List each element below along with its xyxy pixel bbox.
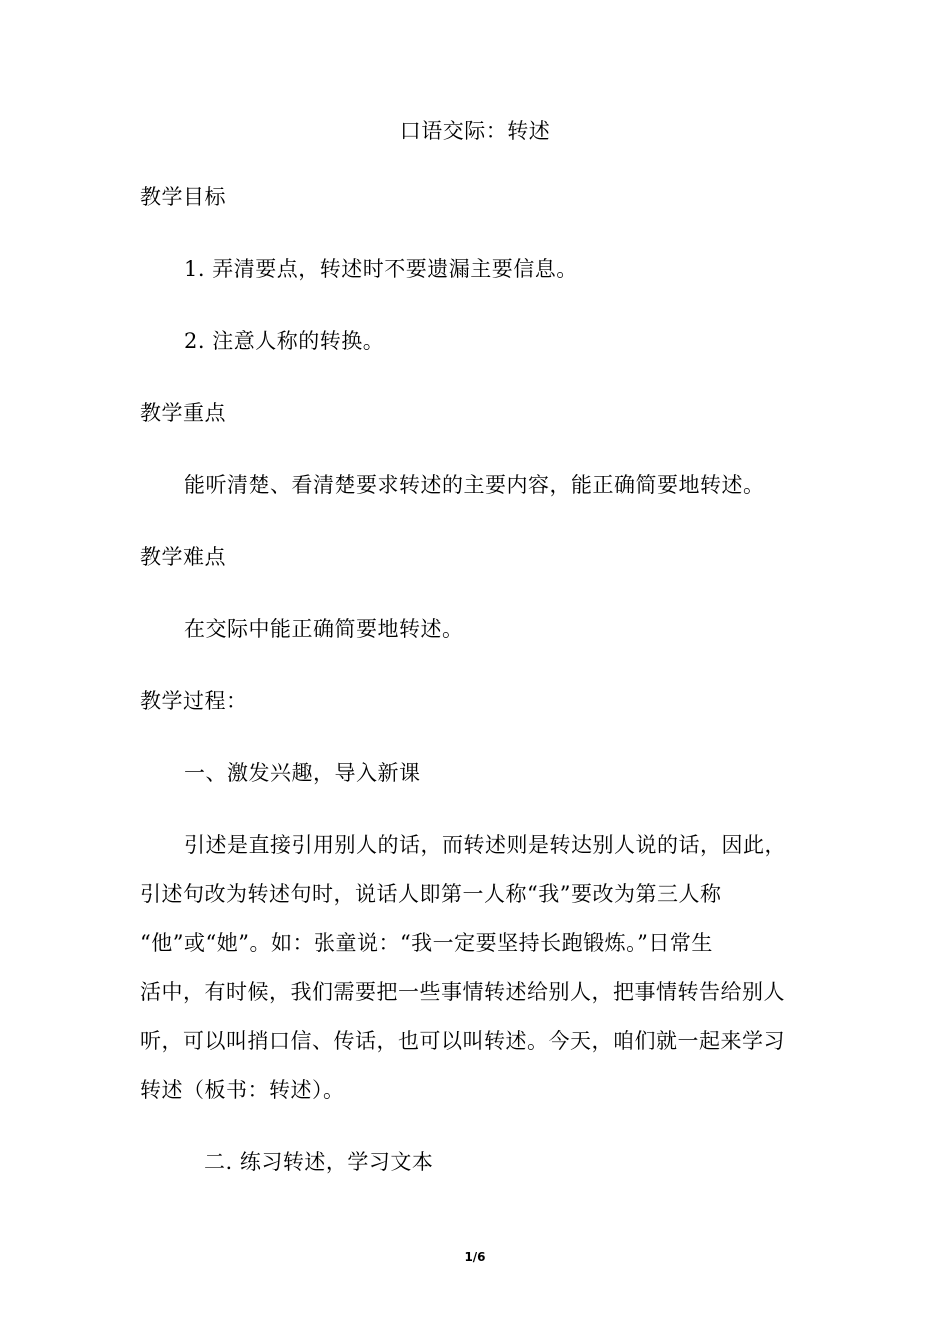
goal-item-1: 1. 弄清要点，转述时不要遗漏主要信息。 — [184, 257, 578, 281]
paragraph-line: 听，可以叫捎口信、传话，也可以叫转述。今天，咱们就一起来学习 — [140, 1029, 785, 1053]
goal-item-2: 2. 注意人称的转换。 — [184, 329, 385, 353]
step-1-heading: 一、激发兴趣，导入新课 — [184, 761, 421, 785]
key-points-heading: 教学重点 — [140, 401, 226, 425]
difficulty-text: 在交际中能正确简要地转述。 — [184, 617, 464, 641]
paragraph-line: 活中，有时候，我们需要把一些事情转述给别人，把事情转告给别人 — [140, 980, 785, 1004]
paragraph-line: 引述是直接引用别人的话，而转述则是转达别人说的话，因此， — [184, 833, 786, 857]
paragraph-line: 引述句改为转述句时，说话人即第一人称“我”要改为第三人称 — [140, 882, 722, 906]
paragraph-line: “他”或“她”。如：张童说：“我一定要坚持长跑锻炼。”日常生 — [140, 931, 713, 955]
step-2-heading: 二. 练习转述，学习文本 — [204, 1150, 434, 1174]
document-title: 口语交际：转述 — [399, 119, 551, 143]
process-heading: 教学过程： — [140, 689, 248, 713]
goals-heading: 教学目标 — [140, 185, 226, 209]
key-points-text: 能听清楚、看清楚要求转述的主要内容，能正确简要地转述。 — [184, 473, 765, 497]
paragraph-line: 转述（板书：转述）。 — [140, 1078, 345, 1102]
page-number: 1/6 — [464, 1250, 486, 1264]
difficulty-heading: 教学难点 — [140, 545, 226, 569]
